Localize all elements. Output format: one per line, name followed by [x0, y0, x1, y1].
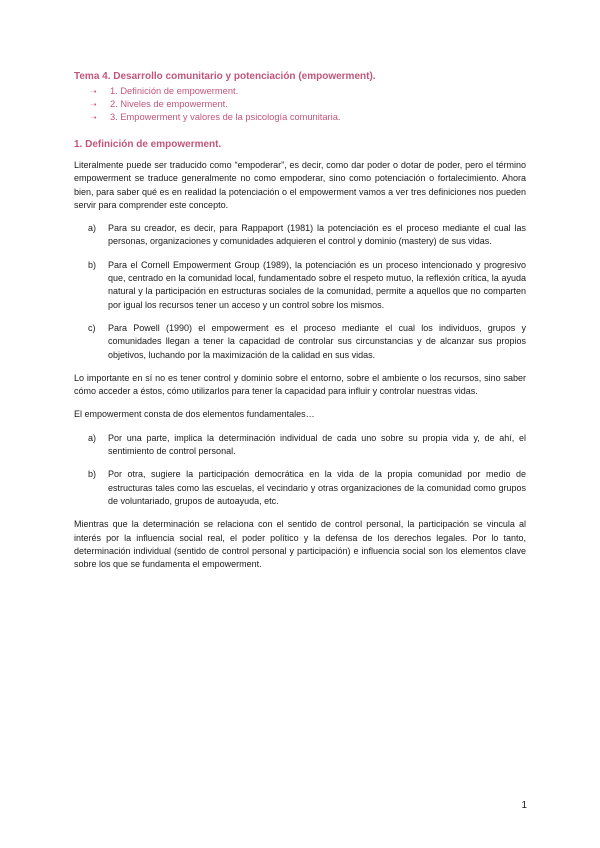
page-number: 1: [521, 800, 527, 811]
definition-item: [88, 259, 526, 312]
toc-item: [90, 98, 526, 111]
intro-paragraph: Literalmente puede ser traducido como “empoderar”, es decir, como dar poder o dotar de poder, pero el término empowerment se traduce generalmente no como empoderar, sino como potenciación o fortalecimiento. Ahora bien, para saber qué es en realidad la potenciación o el empowerment vamos a ver tres definiciones nos pueden servir para comprender este concepto.: [74, 160, 526, 210]
element-item: [88, 468, 526, 508]
document-heading: Tema 4. Desarrollo comunitario y potenciación (empowerment).: [74, 71, 376, 82]
element-item: [88, 432, 526, 459]
toc-item: [90, 85, 526, 98]
list-marker: b): [88, 469, 97, 480]
toc-item-label: 1. Definición de empowerment.: [110, 86, 239, 96]
table-of-contents: [74, 85, 526, 124]
list-marker: b): [88, 259, 97, 270]
definition-text: Para su creador, es decir, para Rappaport (1981) la potenciación es el proceso mediante el cual las personas, organizaciones y comunidades adquieren el control y dominio (mastery) de sus vidas.: [108, 223, 526, 247]
arrow-icon: ➝: [90, 113, 97, 122]
definition-text: Para Powell (1990) el empowerment es el proceso mediante el cual los individuos, grupos y comunidades llegan a tener la capacidad de controlar sus circunstancias y de alcanzar sus propios objetivos, luchando por la maximización de la calidad en sus vidas.: [108, 322, 526, 360]
list-marker: a): [88, 432, 97, 443]
closing-paragraph: Mientras que la determinación se relaciona con el sentido de control personal, la participación se vincula al interés por la influencia social real, el poder político y la defensa de los derechos legales. Por lo tanto, determinación individual (sentido de control personal y participación) e influencia social son los elementos clave sobre los que se fundamenta el empowerment.: [74, 519, 526, 570]
list-marker: a): [88, 223, 97, 234]
definition-item: [88, 222, 526, 249]
toc-item: [90, 111, 526, 124]
control-paragraph: Lo importante en sí no es tener control y dominio sobre el entorno, sobre el ambiente o los recursos, sino saber cómo acceder a éstos, cómo utilizarlos para tener la capacidad para influir y controlar nuestras vidas.: [74, 372, 526, 397]
arrow-icon: ➝: [90, 87, 97, 96]
element-text: Por una parte, implica la determinación individual de cada uno sobre su propia vida y, de ahí, el sentimiento de control personal.: [108, 432, 526, 457]
arrow-icon: ➝: [90, 100, 97, 109]
toc-item-label: 3. Empowerment y valores de la psicología comunitaria.: [110, 112, 341, 122]
definition-text: Para el Cornell Empowerment Group (1989), la potenciación es un proceso intencionado y progresivo que, centrado en la comunidad local, fundamentado sobre el respeto mutuo, la reflexión crítica, la ayuda natural y la participación en estructuras sociales de la comunidad, permite a aquellos que no comparten por igual los recursos tener un acceso y un control sobre los mismos.: [108, 259, 526, 310]
toc-item-label: 2. Niveles de empowerment.: [110, 99, 228, 109]
document-page: [74, 70, 526, 581]
elements-intro: El empowerment consta de dos elementos fundamentales…: [74, 409, 315, 420]
element-text: Por otra, sugiere la participación democrática en la vida de la propia comunidad por medio de estructuras tales como las escuelas, el vecindario y otras organizaciones de la comunidad como grupos de voluntariado, grupos de autoayuda, etc.: [108, 469, 526, 506]
definition-item: [88, 322, 526, 362]
section-title: 1. Definición de empowerment.: [74, 139, 222, 150]
list-marker: c): [88, 322, 96, 333]
